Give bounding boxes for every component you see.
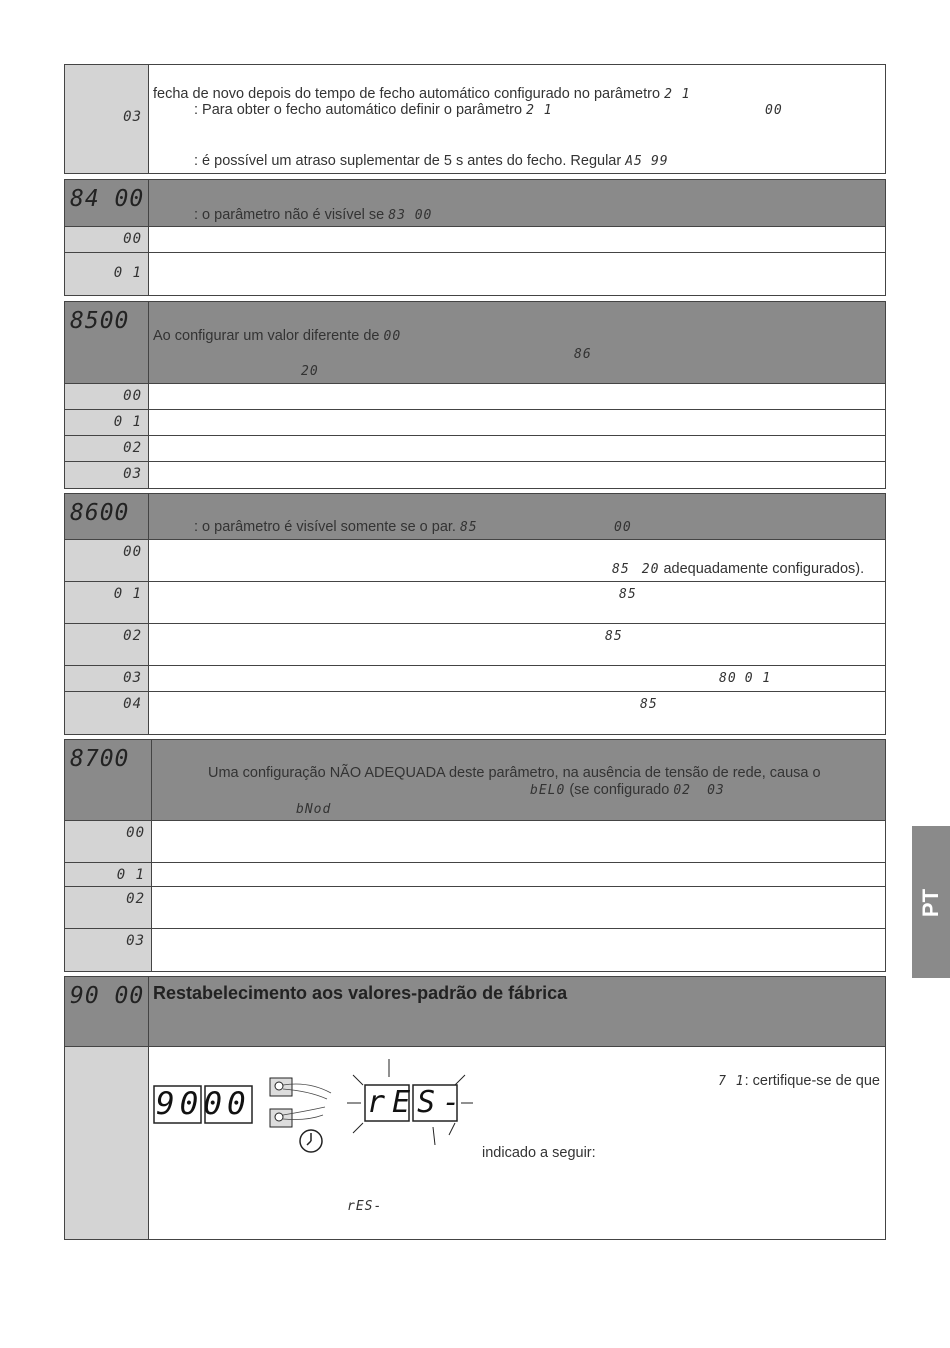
param-84-row-00 (64, 226, 886, 253)
description-line-3: : é possível um atraso suplementar de 5 s antes do fecho. Regular A5 99 (194, 153, 669, 169)
param-87-row-03 (64, 928, 886, 972)
value-code: 0 1 (113, 586, 142, 602)
param-90-header (64, 976, 886, 1047)
description-text: 85 20 adequadamente configurados). (612, 561, 865, 577)
param-85-row-01 (64, 409, 886, 436)
description-line-1: fecha de novo depois do tempo de fecho automático configurado no parâmetro 2 1 (153, 86, 691, 102)
instruction-text-2: indicado a seguir: (482, 1145, 596, 1161)
hand-press-buttons-icon (269, 1077, 349, 1157)
param-83-row-03 (64, 64, 886, 174)
value-code: 00 (123, 231, 142, 247)
value-code: 0 1 (113, 414, 142, 430)
param-87-row-00 (64, 820, 886, 863)
instruction-text-1: 7 1: certifique-se de que (718, 1073, 880, 1089)
description-text: 80 0 1 (719, 671, 772, 686)
param-code: 90 00 (70, 983, 145, 1009)
param-86-row-02 (64, 623, 886, 666)
lcd-value: rES- (367, 1085, 468, 1120)
value-code: 02 (123, 440, 142, 456)
value-code: 0 1 (113, 265, 142, 281)
param-code: 8600 (70, 500, 130, 526)
value-cell (65, 65, 149, 174)
param-note-2: bEL0 (se configurado 02 03 (530, 782, 725, 798)
display-res-flashing (345, 1055, 475, 1156)
param-90-body (64, 1046, 886, 1240)
param-85-row-03 (64, 461, 886, 489)
value-code: 00 (123, 388, 142, 404)
param-85-header (64, 301, 886, 384)
param-86-row-00 (64, 539, 886, 582)
value-code: 00 (126, 825, 145, 841)
param-87-header (64, 739, 886, 821)
lcd-value: 9000 (156, 1086, 251, 1122)
value-code: 0 1 (116, 867, 145, 883)
description-cell (149, 65, 885, 174)
param-ref-code: 20 (301, 364, 319, 379)
param-86-row-04 (64, 691, 886, 735)
param-note: Uma configuração NÃO ADEQUADA deste parâmetro, na ausência de tensão de rede, causa o (208, 765, 821, 781)
param-86-row-03 (64, 665, 886, 692)
value-code: 03 (123, 670, 142, 686)
param-code: 8500 (70, 308, 130, 334)
param-ref-code: bNod (296, 802, 332, 817)
param-ref-code: 00 (614, 520, 632, 535)
value-code: 03 (123, 109, 142, 125)
param-note: : o parâmetro não é visível se 83 00 (194, 207, 433, 223)
button-press-illustration (269, 1077, 349, 1162)
language-tab (912, 826, 950, 978)
value-code: 04 (123, 696, 142, 712)
param-84-header (64, 179, 886, 227)
param-85-row-00 (64, 383, 886, 410)
value-code: 02 (126, 891, 145, 907)
param-86-row-01 (64, 581, 886, 624)
param-note: : o parâmetro é visível somente se o par. 85 (194, 519, 478, 535)
param-ref-code: 86 (574, 347, 592, 362)
param-86-header (64, 493, 886, 540)
value-code: 02 (123, 628, 142, 644)
param-code: 84 00 (70, 186, 145, 212)
section-title: Restabelecimento aos valores-padrão de fábrica (153, 983, 568, 1003)
display-9000 (153, 1085, 253, 1130)
param-code: 8700 (70, 746, 130, 772)
param-note: Ao configurar um valor diferente de 00 (153, 328, 402, 344)
value-code: 00 (123, 544, 142, 560)
language-tab-label: PT (918, 888, 944, 918)
description-line-2: : Para obter o fecho automático definir o parâmetro 2 1 (194, 102, 553, 118)
param-85-row-02 (64, 435, 886, 462)
res-code: rES- (347, 1199, 383, 1214)
param-ref-code: 85 (640, 697, 658, 712)
param-84-row-01 (64, 252, 886, 296)
value-code: 00 (765, 103, 783, 118)
param-87-row-02 (64, 886, 886, 929)
param-ref-code: 85 (605, 629, 623, 644)
param-87-row-01 (64, 862, 886, 887)
param-ref-code: 85 (619, 587, 637, 602)
value-code: 03 (126, 933, 145, 949)
value-code: 03 (123, 466, 142, 482)
